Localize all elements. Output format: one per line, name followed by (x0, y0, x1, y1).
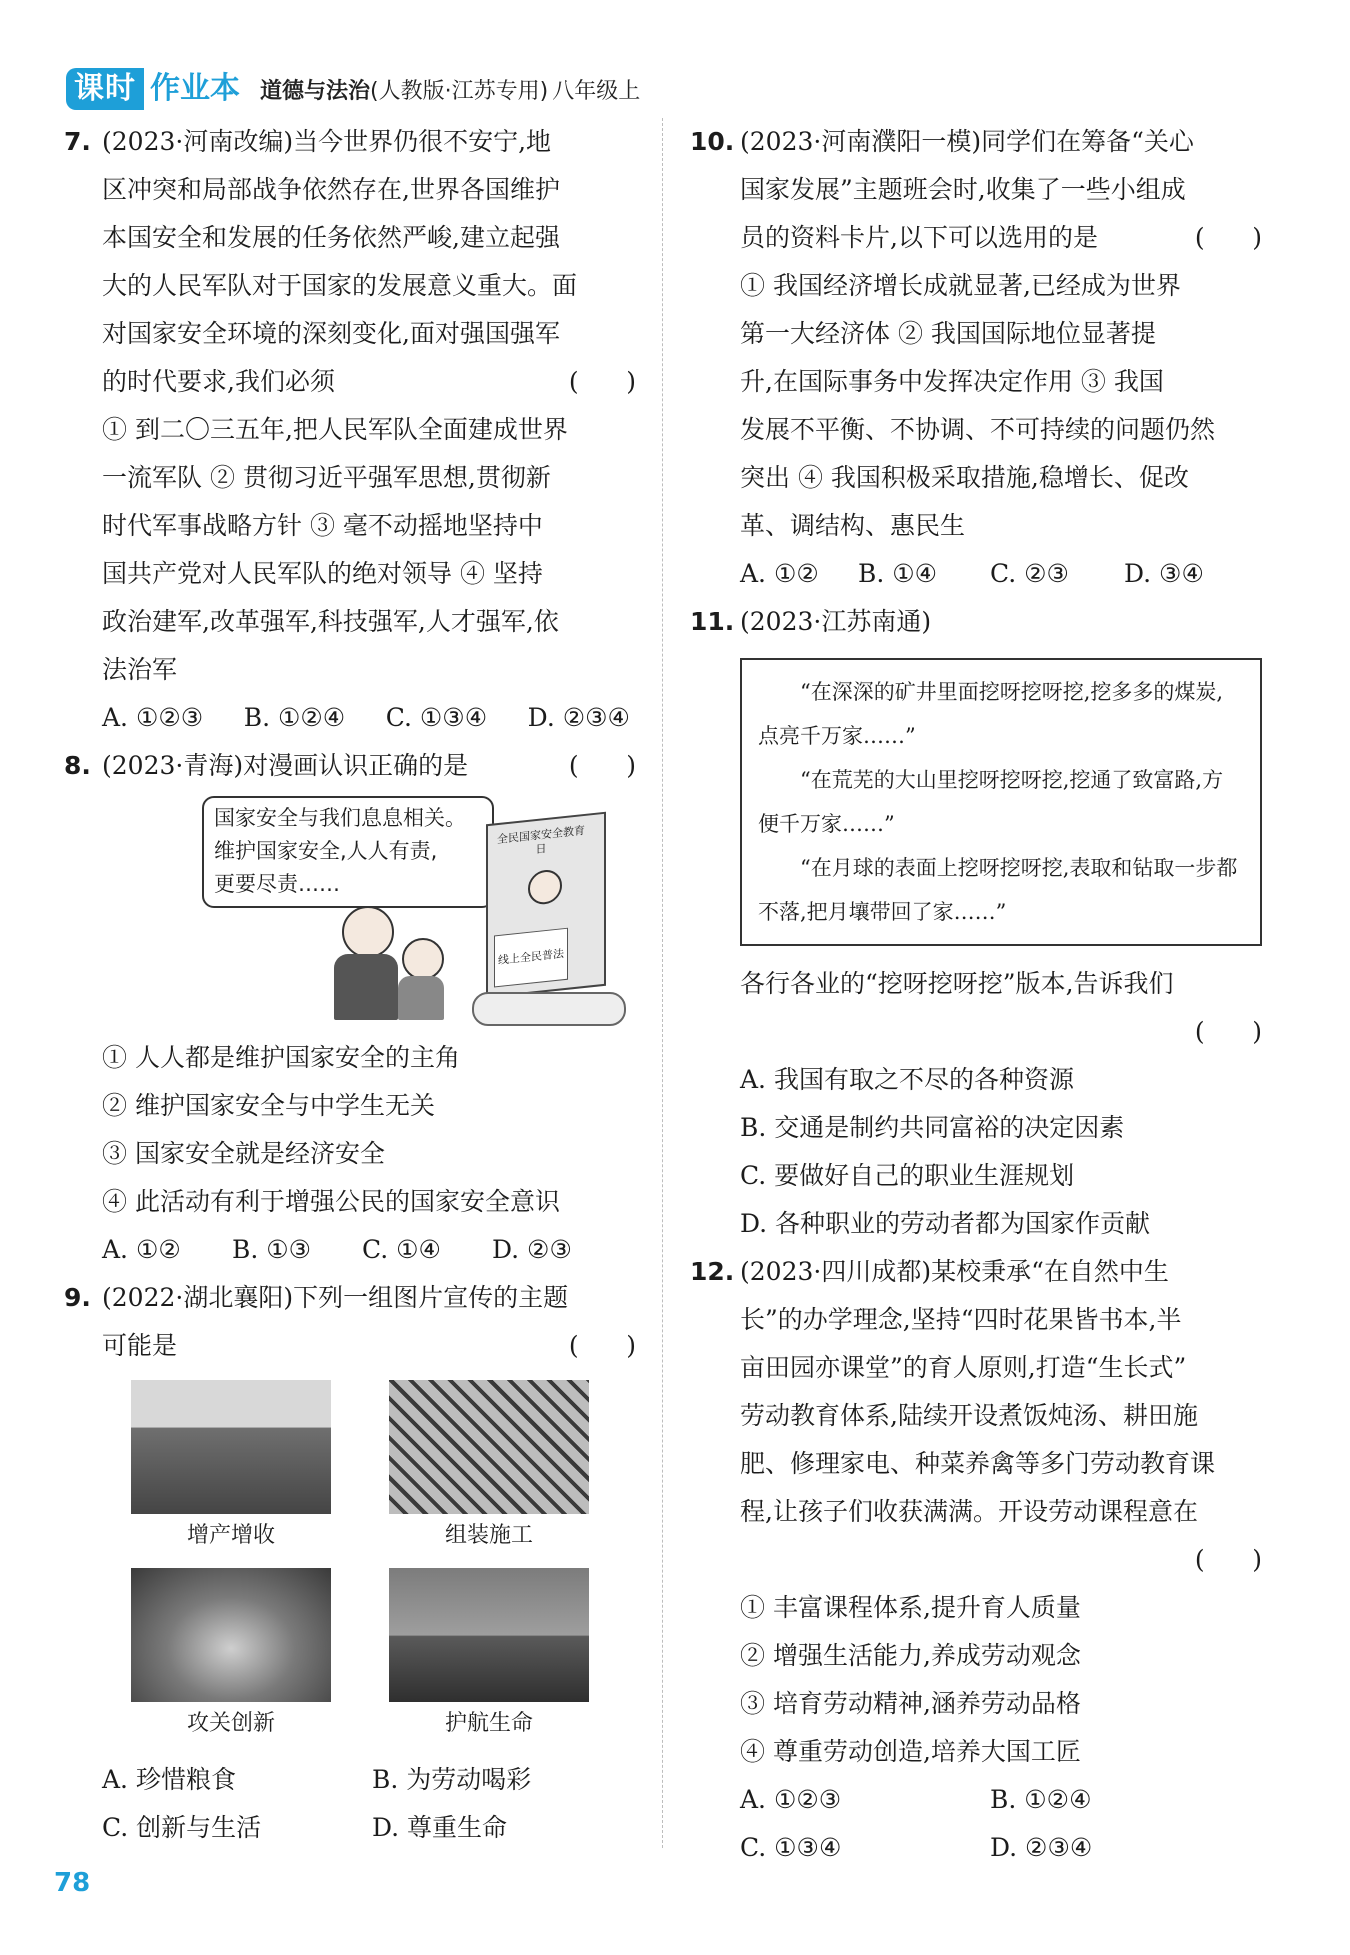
option-a[interactable]: A. ①② (102, 1235, 181, 1264)
statement-line: ① 丰富课程体系,提升育人质量 (740, 1593, 1081, 1622)
statement-line: ② 增强生活能力,养成劳动观念 (740, 1641, 1081, 1670)
cartoon-illustration (102, 796, 636, 1026)
cloud-icon (472, 992, 626, 1026)
option-d[interactable]: D. ②③ (492, 1235, 572, 1264)
statement-line: 时代军事战略方针 ③ 毫不动摇地坚持中 (102, 511, 543, 540)
option-a[interactable]: A. ①② (740, 559, 819, 588)
photo-grid (102, 1380, 636, 1756)
photo-item (360, 1380, 618, 1558)
speech-bubble (202, 796, 494, 908)
option-d[interactable]: D. 尊重生命 (372, 1813, 508, 1842)
page-header (66, 66, 640, 112)
option-a[interactable]: A. ①②③ (740, 1785, 842, 1814)
right-column (690, 118, 1262, 1872)
option-b[interactable]: B. ①④ (858, 559, 938, 588)
poster-caption: 线上全民普法 (494, 928, 568, 988)
question-line: (2023·河南濮阳一模)同学们在筹备“关心 (740, 127, 1194, 156)
question-line: 国家发展”主题班会时,收集了一些小组成 (740, 175, 1186, 204)
child-body-icon (398, 976, 444, 1020)
question-number: 7. (64, 127, 91, 156)
traffic-police-photo-icon (389, 1568, 589, 1702)
option-b[interactable]: B. 为劳动喝彩 (372, 1765, 532, 1794)
question-line: 亩田园亦课堂”的育人原则,打造“生长式” (740, 1353, 1187, 1382)
question-line: 劳动教育体系,陆续开设煮饭炖汤、耕田施 (740, 1401, 1198, 1430)
logo (66, 68, 248, 110)
statement-line: 国共产党对人民军队的绝对领导 ④ 坚持 (102, 559, 543, 588)
statement-line: ④ 尊重劳动创造,培养大国工匠 (740, 1737, 1081, 1766)
statement-line: ① 人人都是维护国家安全的主角 (102, 1043, 460, 1072)
option-b[interactable]: B. ①②④ (243, 703, 346, 732)
question-stem: 各行各业的“挖呀挖呀挖”版本,告诉我们 (740, 969, 1174, 998)
question-stem: (2023·青海)对漫画认识正确的是 (102, 751, 469, 780)
child-figure-icon (402, 938, 444, 980)
option-c[interactable]: C. ②③ (990, 559, 1069, 588)
question-line: 可能是 (102, 1331, 178, 1360)
option-b[interactable]: B. ①②④ (990, 1785, 1092, 1814)
column-divider (662, 118, 663, 1848)
answer-blank[interactable]: ( ) (1194, 1017, 1262, 1046)
poster-board (486, 812, 606, 999)
question-number: 12. (690, 1257, 735, 1286)
adult-body-icon (334, 954, 398, 1020)
option-a[interactable]: A. ①②③ (102, 703, 204, 732)
question-line: 的时代要求,我们必须 (102, 367, 335, 396)
photo-item (360, 1568, 618, 1746)
question-line: 肥、修理家电、种菜养禽等多门劳动教育课 (740, 1449, 1216, 1478)
photo-caption: 攻关创新 (186, 1711, 275, 1736)
statement-line: 升,在国际事务中发挥决定作用 ③ 我国 (740, 367, 1164, 396)
quote-paragraph: “在荒芜的大山里挖呀挖呀挖,挖通了致富路,方便千万家……” (758, 768, 1224, 836)
option-c[interactable]: C. 创新与生活 (102, 1813, 262, 1842)
option-d[interactable]: D. ②③④ (990, 1833, 1093, 1862)
quote-paragraph: “在月球的表面上挖呀挖呀挖,表取和钻取一步都不落,把月壤带回了家……” (758, 856, 1238, 924)
question-line: 本国安全和发展的任务依然严峻,建立起强 (102, 223, 560, 252)
poster-title: 全民国家安全教育日 (497, 823, 585, 857)
question-source: (2023·江苏南通) (740, 607, 932, 636)
page-number: 78 (54, 1868, 91, 1898)
photo-caption: 增产增收 (186, 1523, 275, 1548)
statement-line: 第一大经济体 ② 我国国际地位显著提 (740, 319, 1156, 348)
quote-paragraph: “在深深的矿井里面挖呀挖呀挖,挖多多的煤炭,点亮千万家……” (758, 680, 1224, 748)
statement-line: ① 我国经济增长成就显著,已经成为世界 (740, 271, 1181, 300)
answer-blank[interactable]: ( ) (1194, 1545, 1262, 1574)
question-line: (2023·河南改编)当今世界仍很不安宁,地 (102, 127, 552, 156)
option-c[interactable]: C. ①③④ (385, 703, 488, 732)
answer-blank[interactable]: ( ) (568, 751, 636, 780)
question-11 (690, 598, 1262, 1248)
answer-blank[interactable]: ( ) (568, 367, 636, 396)
statement-line: 一流军队 ② 贯彻习近平强军思想,贯彻新 (102, 463, 551, 492)
statement-line: 发展不平衡、不协调、不可持续的问题仍然 (740, 415, 1216, 444)
option-d[interactable]: D. ③④ (1124, 559, 1204, 588)
option-c[interactable]: C. ①④ (362, 1235, 441, 1264)
farm-photo-icon (131, 1380, 331, 1514)
answer-blank[interactable]: ( ) (568, 1331, 636, 1360)
option-c[interactable]: C. ①③④ (740, 1833, 842, 1862)
book-grade: 八年级上 (552, 78, 641, 104)
option-a[interactable]: A. 珍惜粮食 (102, 1765, 236, 1794)
question-number: 9. (64, 1283, 91, 1312)
question-line: 员的资料卡片,以下可以选用的是 (740, 223, 1098, 252)
photo-item (102, 1380, 360, 1558)
question-number: 10. (690, 127, 735, 156)
question-10 (690, 118, 1262, 598)
photo-caption: 护航生命 (444, 1711, 533, 1736)
adult-figure-icon (342, 906, 394, 958)
construction-photo-icon (389, 1380, 589, 1514)
option-c[interactable]: C. 要做好自己的职业生涯规划 (740, 1161, 1075, 1190)
logo-part-a: 课时 (66, 68, 144, 110)
bubble-line: 国家安全与我们息息相关。 (214, 806, 466, 830)
question-line: 大的人民军队对于国家的发展意义重大。面 (102, 271, 578, 300)
statement-line: 政治建军,改革强军,科技强军,人才强军,依 (102, 607, 559, 636)
question-8 (64, 742, 636, 1274)
lab-photo-icon (131, 1568, 331, 1702)
question-line: 程,让孩子们收获满满。开设劳动课程意在 (740, 1497, 1198, 1526)
bubble-line: 更要尽责…… (214, 872, 340, 896)
book-edition: (人教版·江苏专用) (370, 78, 549, 104)
question-line: 区冲突和局部战争依然存在,世界各国维护 (102, 175, 560, 204)
statement-line: ④ 此活动有利于增强公民的国家安全意识 (102, 1187, 560, 1216)
question-number: 11. (690, 607, 735, 636)
bubble-line: 维护国家安全,人人有责, (214, 839, 438, 863)
question-7 (64, 118, 636, 742)
left-column (64, 118, 636, 1852)
question-12 (690, 1248, 1262, 1872)
book-title: 道德与法治 (260, 78, 371, 104)
option-a[interactable]: A. 我国有取之不尽的各种资源 (740, 1065, 1074, 1094)
question-line: 长”的办学理念,坚持“四时花果皆书本,半 (740, 1305, 1182, 1334)
statement-line: 突出 ④ 我国积极采取措施,稳增长、促改 (740, 463, 1189, 492)
answer-blank[interactable]: ( ) (1194, 223, 1262, 252)
photo-item (102, 1568, 360, 1746)
statement-line: 法治军 (102, 655, 178, 684)
quote-box (740, 658, 1262, 946)
option-d[interactable]: D. 各种职业的劳动者都为国家作贡献 (740, 1209, 1151, 1238)
question-line: (2023·四川成都)某校秉承“在自然中生 (740, 1257, 1169, 1286)
question-number: 8. (64, 751, 91, 780)
option-d[interactable]: D. ②③④ (527, 703, 630, 732)
question-line: (2022·湖北襄阳)下列一组图片宣传的主题 (102, 1283, 569, 1312)
logo-part-b: 作业本 (150, 71, 240, 106)
statement-line: ② 维护国家安全与中学生无关 (102, 1091, 435, 1120)
option-b[interactable]: B. ①③ (232, 1235, 312, 1264)
statement-line: 革、调结构、惠民生 (740, 511, 966, 540)
question-line: 对国家安全环境的深刻变化,面对强国强军 (102, 319, 560, 348)
statement-line: ③ 培育劳动精神,涵养劳动品格 (740, 1689, 1081, 1718)
option-b[interactable]: B. 交通是制约共同富裕的决定因素 (740, 1113, 1125, 1142)
statement-line: ① 到二〇三五年,把人民军队全面建成世界 (102, 415, 568, 444)
statement-line: ③ 国家安全就是经济安全 (102, 1139, 385, 1168)
photo-caption: 组装施工 (444, 1523, 533, 1548)
presenter-icon (528, 868, 562, 906)
question-9 (64, 1274, 636, 1852)
